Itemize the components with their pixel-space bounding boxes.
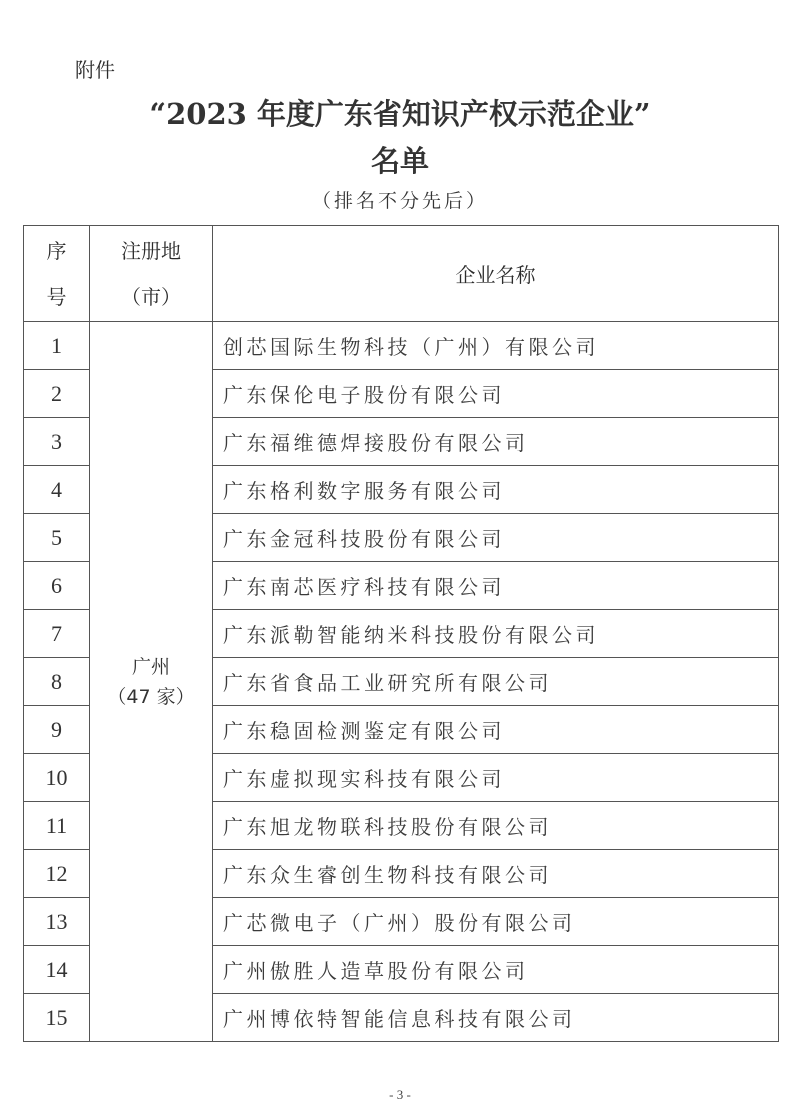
company-name: 广州博依特智能信息科技有限公司	[213, 994, 779, 1042]
row-index: 11	[24, 802, 90, 850]
company-name: 广东稳固检测鉴定有限公司	[213, 706, 779, 754]
attachment-label: 附件	[75, 58, 115, 82]
table-header-row	[24, 226, 779, 322]
company-name: 广东金冠科技股份有限公司	[213, 514, 779, 562]
row-index: 10	[24, 754, 90, 802]
header-company-name: 企业名称	[213, 226, 779, 322]
company-name: 广州傲胜人造草股份有限公司	[213, 946, 779, 994]
header-index	[24, 226, 90, 322]
header-city	[90, 226, 213, 322]
row-index: 9	[24, 706, 90, 754]
row-index: 15	[24, 994, 90, 1042]
header-city-line2: （市）	[121, 284, 181, 309]
row-index: 1	[24, 322, 90, 370]
page-number: - 3 -	[389, 1087, 411, 1102]
company-name: 创芯国际生物科技（广州）有限公司	[213, 322, 779, 370]
company-name: 广东旭龙物联科技股份有限公司	[213, 802, 779, 850]
table-row	[24, 322, 779, 370]
city-count: （47 家）	[107, 685, 195, 708]
enterprise-list-table	[23, 225, 779, 1042]
city-name: 广州	[131, 655, 170, 678]
city-group-cell	[90, 322, 213, 1042]
row-index: 4	[24, 466, 90, 514]
company-name: 广东派勒智能纳米科技股份有限公司	[213, 610, 779, 658]
header-city-line1: 注册地	[121, 238, 181, 263]
row-index: 8	[24, 658, 90, 706]
company-name: 广东格利数字服务有限公司	[213, 466, 779, 514]
company-name: 广东虚拟现实科技有限公司	[213, 754, 779, 802]
row-index: 7	[24, 610, 90, 658]
row-index: 3	[24, 418, 90, 466]
company-name: 广芯微电子（广州）股份有限公司	[213, 898, 779, 946]
row-index: 12	[24, 850, 90, 898]
company-name: 广东众生睿创生物科技有限公司	[213, 850, 779, 898]
company-name: 广东福维德焊接股份有限公司	[213, 418, 779, 466]
row-index: 2	[24, 370, 90, 418]
document-subtitle: （排名不分先后）	[311, 190, 488, 212]
company-name: 广东省食品工业研究所有限公司	[213, 658, 779, 706]
row-index: 5	[24, 514, 90, 562]
document-title: “2023 年度广东省知识产权示范企业”	[149, 97, 651, 131]
document-title-line2: 名单	[370, 144, 429, 178]
header-index-line1: 序	[46, 238, 67, 263]
row-index: 6	[24, 562, 90, 610]
company-name: 广东保伦电子股份有限公司	[213, 370, 779, 418]
company-name: 广东南芯医疗科技有限公司	[213, 562, 779, 610]
header-index-line2: 号	[46, 284, 67, 309]
row-index: 14	[24, 946, 90, 994]
row-index: 13	[24, 898, 90, 946]
